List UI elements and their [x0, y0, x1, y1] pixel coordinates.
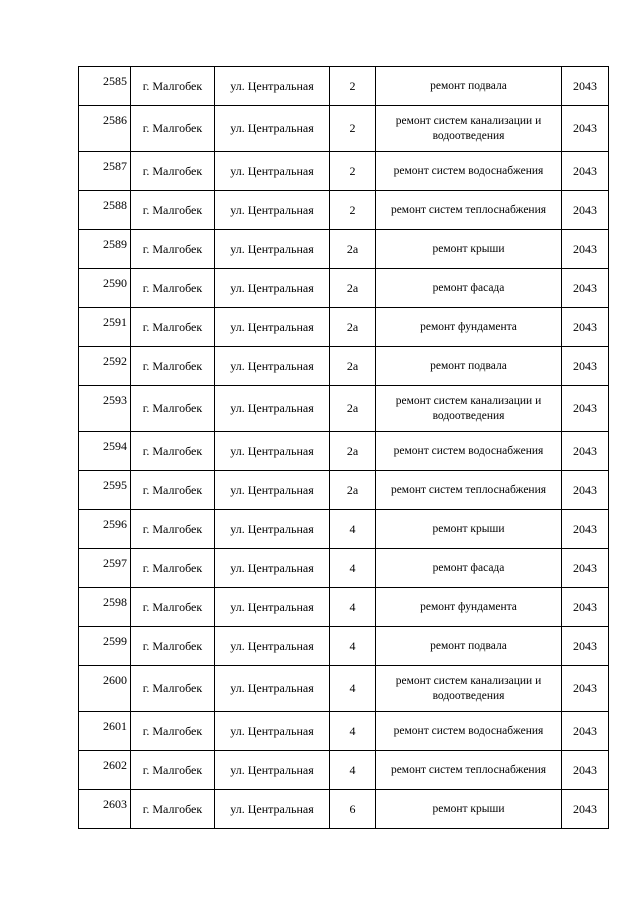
city-cell: г. Малгобек	[131, 549, 215, 588]
work-type-cell: ремонт систем канализации и водоотведения	[376, 386, 562, 432]
year-cell: 2043	[562, 67, 609, 106]
row-number-cell: 2599	[79, 627, 131, 666]
house-number-cell: 4	[330, 712, 376, 751]
city-cell: г. Малгобек	[131, 432, 215, 471]
street-cell: ул. Центральная	[215, 627, 330, 666]
year-cell: 2043	[562, 106, 609, 152]
table-row	[79, 588, 609, 627]
row-number-cell: 2588	[79, 191, 131, 230]
city-cell: г. Малгобек	[131, 588, 215, 627]
work-type-cell: ремонт фасада	[376, 549, 562, 588]
row-number-cell: 2585	[79, 67, 131, 106]
table-row	[79, 751, 609, 790]
street-cell: ул. Центральная	[215, 666, 330, 712]
house-number-cell: 2	[330, 152, 376, 191]
table-row	[79, 230, 609, 269]
row-number-cell: 2589	[79, 230, 131, 269]
year-cell: 2043	[562, 549, 609, 588]
house-number-cell: 2а	[330, 432, 376, 471]
work-type-cell: ремонт подвала	[376, 347, 562, 386]
city-cell: г. Малгобек	[131, 152, 215, 191]
street-cell: ул. Центральная	[215, 549, 330, 588]
work-type-cell: ремонт крыши	[376, 230, 562, 269]
year-cell: 2043	[562, 230, 609, 269]
house-number-cell: 2а	[330, 230, 376, 269]
work-type-cell: ремонт систем канализации и водоотведения	[376, 666, 562, 712]
table-row	[79, 67, 609, 106]
house-number-cell: 4	[330, 588, 376, 627]
house-number-cell: 2а	[330, 471, 376, 510]
street-cell: ул. Центральная	[215, 712, 330, 751]
street-cell: ул. Центральная	[215, 269, 330, 308]
street-cell: ул. Центральная	[215, 67, 330, 106]
row-number-cell: 2587	[79, 152, 131, 191]
table-row	[79, 152, 609, 191]
table-row	[79, 790, 609, 829]
year-cell: 2043	[562, 269, 609, 308]
house-number-cell: 4	[330, 627, 376, 666]
row-number-cell: 2595	[79, 471, 131, 510]
house-number-cell: 6	[330, 790, 376, 829]
year-cell: 2043	[562, 386, 609, 432]
city-cell: г. Малгобек	[131, 230, 215, 269]
house-number-cell: 2а	[330, 386, 376, 432]
work-type-cell: ремонт крыши	[376, 510, 562, 549]
year-cell: 2043	[562, 751, 609, 790]
street-cell: ул. Центральная	[215, 510, 330, 549]
work-type-cell: ремонт систем теплоснабжения	[376, 471, 562, 510]
street-cell: ул. Центральная	[215, 588, 330, 627]
repair-schedule-table	[78, 66, 609, 829]
table-row	[79, 191, 609, 230]
city-cell: г. Малгобек	[131, 627, 215, 666]
street-cell: ул. Центральная	[215, 347, 330, 386]
work-type-cell: ремонт систем водоснабжения	[376, 712, 562, 751]
street-cell: ул. Центральная	[215, 230, 330, 269]
year-cell: 2043	[562, 588, 609, 627]
street-cell: ул. Центральная	[215, 432, 330, 471]
table-row	[79, 471, 609, 510]
work-type-cell: ремонт фасада	[376, 269, 562, 308]
table-row	[79, 386, 609, 432]
row-number-cell: 2586	[79, 106, 131, 152]
work-type-cell: ремонт систем канализации и водоотведения	[376, 106, 562, 152]
city-cell: г. Малгобек	[131, 67, 215, 106]
row-number-cell: 2591	[79, 308, 131, 347]
house-number-cell: 4	[330, 666, 376, 712]
street-cell: ул. Центральная	[215, 152, 330, 191]
table-row	[79, 666, 609, 712]
row-number-cell: 2590	[79, 269, 131, 308]
year-cell: 2043	[562, 308, 609, 347]
street-cell: ул. Центральная	[215, 471, 330, 510]
table-row	[79, 549, 609, 588]
street-cell: ул. Центральная	[215, 191, 330, 230]
row-number-cell: 2596	[79, 510, 131, 549]
house-number-cell: 2а	[330, 347, 376, 386]
city-cell: г. Малгобек	[131, 191, 215, 230]
table-row	[79, 712, 609, 751]
table-row	[79, 627, 609, 666]
work-type-cell: ремонт систем теплоснабжения	[376, 191, 562, 230]
row-number-cell: 2603	[79, 790, 131, 829]
house-number-cell: 4	[330, 510, 376, 549]
year-cell: 2043	[562, 191, 609, 230]
table-row	[79, 347, 609, 386]
work-type-cell: ремонт систем теплоснабжения	[376, 751, 562, 790]
work-type-cell: ремонт систем водоснабжения	[376, 152, 562, 191]
table-row	[79, 308, 609, 347]
row-number-cell: 2594	[79, 432, 131, 471]
street-cell: ул. Центральная	[215, 751, 330, 790]
street-cell: ул. Центральная	[215, 308, 330, 347]
work-type-cell: ремонт фундамента	[376, 588, 562, 627]
table-row	[79, 510, 609, 549]
street-cell: ул. Центральная	[215, 790, 330, 829]
row-number-cell: 2592	[79, 347, 131, 386]
table-body	[79, 67, 609, 829]
year-cell: 2043	[562, 510, 609, 549]
year-cell: 2043	[562, 432, 609, 471]
table-row	[79, 269, 609, 308]
house-number-cell: 2а	[330, 308, 376, 347]
house-number-cell: 2	[330, 191, 376, 230]
row-number-cell: 2598	[79, 588, 131, 627]
city-cell: г. Малгобек	[131, 269, 215, 308]
work-type-cell: ремонт крыши	[376, 790, 562, 829]
house-number-cell: 4	[330, 751, 376, 790]
work-type-cell: ремонт подвала	[376, 67, 562, 106]
row-number-cell: 2601	[79, 712, 131, 751]
city-cell: г. Малгобек	[131, 308, 215, 347]
row-number-cell: 2602	[79, 751, 131, 790]
row-number-cell: 2593	[79, 386, 131, 432]
city-cell: г. Малгобек	[131, 471, 215, 510]
work-type-cell: ремонт систем водоснабжения	[376, 432, 562, 471]
street-cell: ул. Центральная	[215, 386, 330, 432]
house-number-cell: 2	[330, 106, 376, 152]
city-cell: г. Малгобек	[131, 666, 215, 712]
table-row	[79, 432, 609, 471]
year-cell: 2043	[562, 347, 609, 386]
city-cell: г. Малгобек	[131, 386, 215, 432]
city-cell: г. Малгобек	[131, 347, 215, 386]
year-cell: 2043	[562, 790, 609, 829]
house-number-cell: 2	[330, 67, 376, 106]
year-cell: 2043	[562, 627, 609, 666]
city-cell: г. Малгобек	[131, 510, 215, 549]
table-row	[79, 106, 609, 152]
year-cell: 2043	[562, 666, 609, 712]
row-number-cell: 2600	[79, 666, 131, 712]
house-number-cell: 4	[330, 549, 376, 588]
city-cell: г. Малгобек	[131, 712, 215, 751]
house-number-cell: 2а	[330, 269, 376, 308]
street-cell: ул. Центральная	[215, 106, 330, 152]
row-number-cell: 2597	[79, 549, 131, 588]
work-type-cell: ремонт подвала	[376, 627, 562, 666]
city-cell: г. Малгобек	[131, 790, 215, 829]
city-cell: г. Малгобек	[131, 751, 215, 790]
work-type-cell: ремонт фундамента	[376, 308, 562, 347]
year-cell: 2043	[562, 712, 609, 751]
city-cell: г. Малгобек	[131, 106, 215, 152]
year-cell: 2043	[562, 152, 609, 191]
year-cell: 2043	[562, 471, 609, 510]
